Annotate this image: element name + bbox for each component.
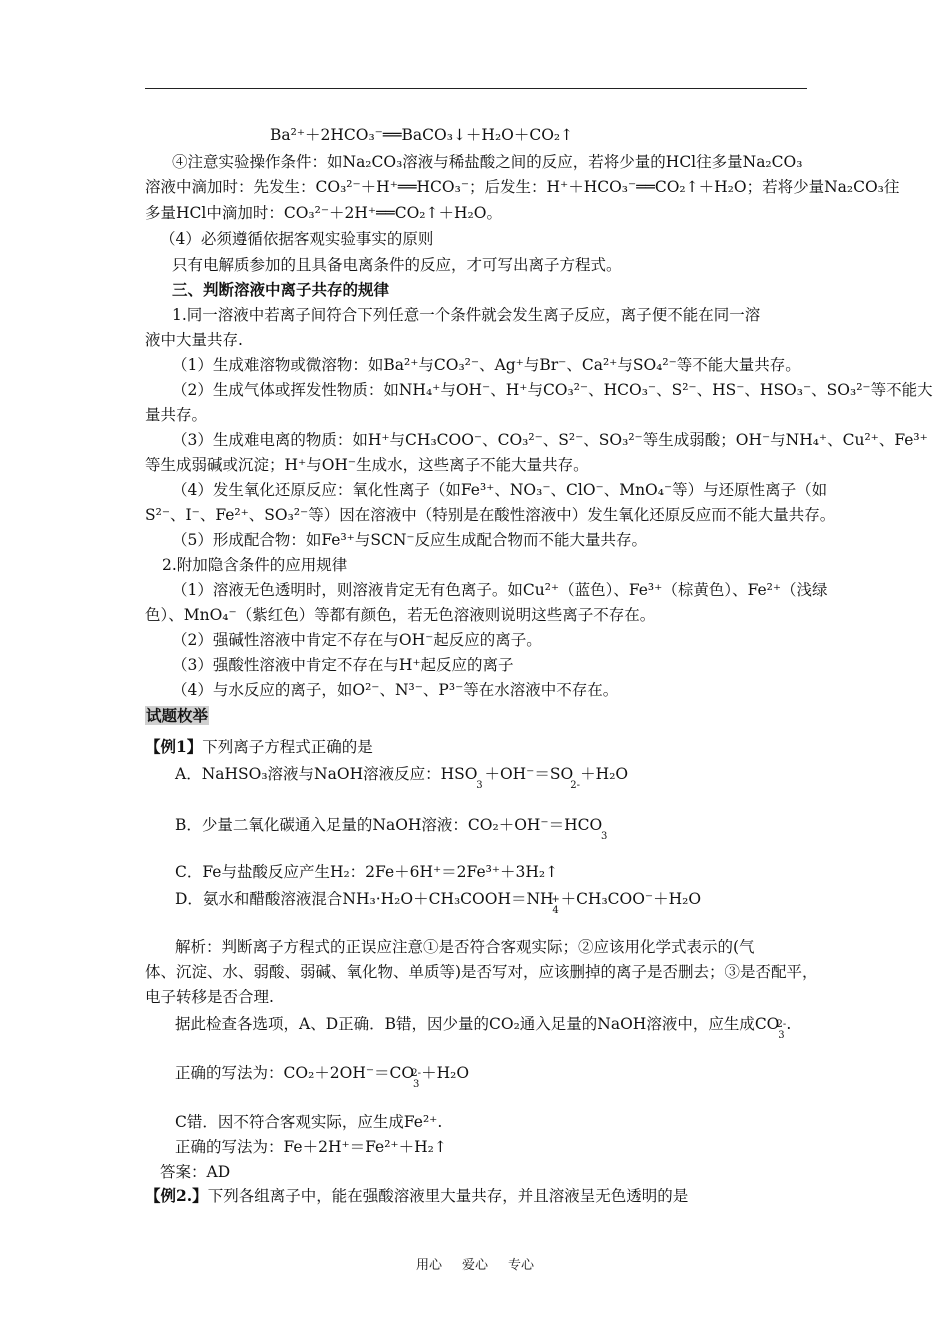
subscript: 3 xyxy=(778,1030,785,1041)
option-d-text: D．氨水和醋酸溶液混合NH₃·H₂O＋CH₃COOH＝NH xyxy=(175,890,554,908)
paragraph-line: （3）生成难电离的物质：如H⁺与CH₃COO⁻、CO₃²⁻、S²⁻、SO₃²⁻等生成弱酸；OH⁻与NH₄⁺、Cu²⁺、Fe³⁺ xyxy=(172,431,928,449)
paragraph-line: S²⁻、I⁻、Fe²⁺、SO₃²⁻等）因在溶液中（特别是在酸性溶液中）发生氧化还原反应而不能大量共存。 xyxy=(145,506,836,524)
option-d-text-2: ＋CH₃COO⁻＋H₂O xyxy=(560,890,702,908)
paragraph-line: （2）生成气体或挥发性物质：如NH₄⁺与OH⁻、H⁺与CO₃²⁻、HCO₃⁻、S²⁻、HS⁻、HSO₃⁻、SO₃²⁻等不能大 xyxy=(172,381,933,399)
footer-word: 专心 xyxy=(508,1258,535,1273)
analysis-line: 体、沉淀、水、弱酸、弱碱、氧化物、单质等)是否写对，应该删掉的离子是否删去；③是否配平， xyxy=(145,963,818,981)
examples-heading-wrap xyxy=(145,706,209,726)
paragraph-line: （3）强酸性溶液中肯定不存在与H⁺起反应的离子 xyxy=(172,656,514,674)
subscript: 3 xyxy=(412,1079,420,1090)
option-a xyxy=(175,764,628,791)
section-heading: 三、判断溶液中离子共存的规律 xyxy=(172,280,390,299)
footer-word: 爱心 xyxy=(461,1258,488,1273)
subscript: 4 xyxy=(552,905,559,916)
option-a-text-2: ＋OH⁻＝SO xyxy=(484,765,574,783)
option-a-text: A．NaHSO₃溶液与NaOH溶液反应：HSO xyxy=(175,765,478,783)
correct-form-line xyxy=(175,1063,469,1090)
analysis-text-2: . xyxy=(786,1015,792,1033)
example-1-text: 下列离子方程式正确的是 xyxy=(202,738,373,756)
footer-word: 用心 xyxy=(415,1258,442,1273)
page-footer xyxy=(0,1254,950,1273)
paragraph-line: （4）必须遵循依据客观实验事实的原则 xyxy=(160,230,434,248)
example-2-text: 下列各组离子中，能在强酸溶液里大量共存，并且溶液呈无色透明的是 xyxy=(207,1187,689,1205)
correct-form-text-2: ＋H₂O xyxy=(421,1064,470,1082)
subscript: 3 xyxy=(601,831,608,842)
analysis-text: 据此检查各选项，A、D正确．B错，因少量的CO₂通入足量的NaOH溶液中，应生成CO xyxy=(175,1015,780,1033)
paragraph-line: 液中大量共存. xyxy=(145,331,243,349)
answer-line: 答案：AD xyxy=(160,1163,231,1181)
paragraph-line: ④注意实验操作条件：如Na₂CO₃溶液与稀盐酸之间的反应，若将少量的HCl往多量Na₂CO₃ xyxy=(172,153,803,171)
superscript: 2- xyxy=(776,1019,787,1030)
paragraph-line: 溶液中滴加时：先发生：CO₃²⁻＋H⁺══HCO₃⁻；后发生：H⁺＋HCO₃⁻══CO₂↑＋H₂O；若将少量Na₂CO₃往 xyxy=(145,178,900,196)
example-2-question xyxy=(145,1186,688,1206)
option-d xyxy=(175,889,701,916)
example-2-label: 【例2.】 xyxy=(145,1186,208,1205)
paragraph-line: （5）形成配合物：如Fe³⁺与SCN⁻反应生成配合物而不能大量共存。 xyxy=(172,531,648,549)
paragraph-line: 1.同一溶液中若离子间符合下列任意一个条件就会发生离子反应，离子便不能在同一溶 xyxy=(172,306,761,324)
superscript: 2- xyxy=(411,1068,421,1079)
equation-line: Ba²⁺＋2HCO₃⁻══BaCO₃↓＋H₂O＋CO₂↑ xyxy=(270,126,574,144)
option-a-text-3: ＋H₂O xyxy=(580,765,629,783)
analysis-line: 电子转移是否合理. xyxy=(145,988,274,1006)
subscript: 2- xyxy=(570,780,581,791)
paragraph-line: 只有电解质参加的且具备电离条件的反应，才可写出离子方程式。 xyxy=(172,256,622,274)
paragraph-line: 量共存。 xyxy=(145,406,208,424)
header-rule xyxy=(145,88,807,89)
analysis-line: 正确的写法为：Fe＋2H⁺＝Fe²⁺＋H₂↑ xyxy=(175,1138,447,1156)
example-1-question xyxy=(145,737,373,757)
correct-form-text: 正确的写法为：CO₂＋2OH⁻＝CO xyxy=(175,1064,415,1082)
subscript: 3 xyxy=(476,780,483,791)
paragraph-line: （1）生成难溶物或微溶物：如Ba²⁺与CO₃²⁻、Ag⁺与Br⁻、Ca²⁺与SO₄²⁻等不能大量共存。 xyxy=(172,356,801,374)
paragraph-line: （4）发生氧化还原反应：氧化性离子（如Fe³⁺、NO₃⁻、ClO⁻、MnO₄⁻等）与还原性离子（如 xyxy=(172,481,828,499)
example-1-label: 【例1】 xyxy=(145,737,203,756)
paragraph-line: 多量HCl中滴加时：CO₃²⁻＋2H⁺══CO₂↑＋H₂O。 xyxy=(145,204,502,222)
analysis-line xyxy=(175,1014,791,1041)
option-b xyxy=(175,815,609,842)
paragraph-line: （1）溶液无色透明时，则溶液肯定无有色离子。如Cu²⁺（蓝色）、Fe³⁺（棕黄色）、Fe²⁺（浅绿 xyxy=(172,581,828,599)
analysis-line: C错．因不符合客观实际，应生成Fe²⁺. xyxy=(175,1113,443,1131)
superscript: + xyxy=(551,894,560,905)
option-b-text: B．少量二氧化碳通入足量的NaOH溶液：CO₂＋OH⁻＝HCO xyxy=(175,816,603,834)
paragraph-line: 等生成弱碱或沉淀；H⁺与OH⁻生成水，这些离子不能大量共存。 xyxy=(145,456,589,474)
paragraph-line: 色）、MnO₄⁻（紫红色）等都有颜色，若无色溶液则说明这些离子不存在。 xyxy=(145,606,656,624)
paragraph-line: 2.附加隐含条件的应用规律 xyxy=(162,556,348,574)
option-c: C．Fe与盐酸反应产生H₂：2Fe＋6H⁺＝2Fe³⁺＋3H₂↑ xyxy=(175,863,559,881)
paragraph-line: （2）强碱性溶液中肯定不存在与OH⁻起反应的离子。 xyxy=(172,631,542,649)
paragraph-line: （4）与水反应的离子，如O²⁻、N³⁻、P³⁻等在水溶液中不存在。 xyxy=(172,681,619,699)
analysis-line: 解析：判断离子方程式的正误应注意①是否符合客观实际；②应该用化学式表示的(气 xyxy=(175,938,755,956)
examples-heading: 试题枚举 xyxy=(146,706,209,725)
